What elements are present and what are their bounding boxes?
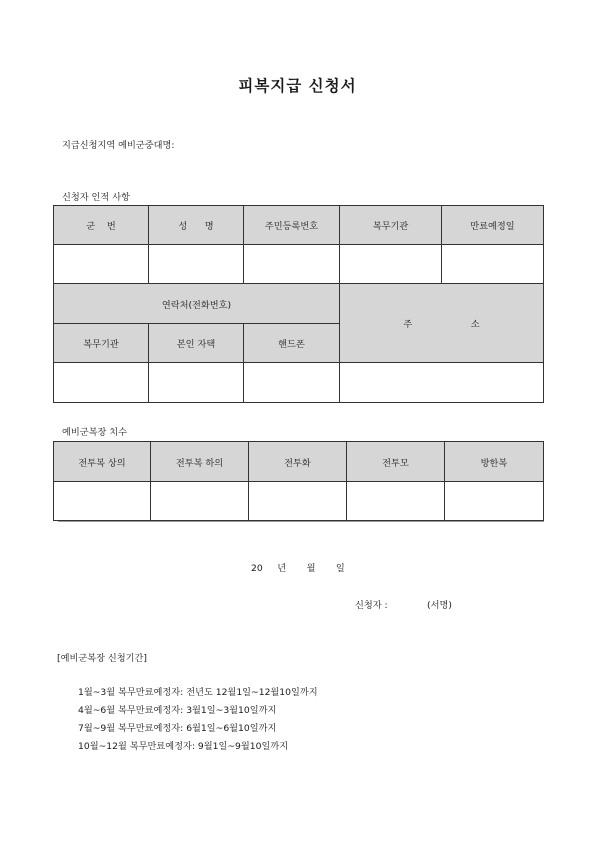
header-service-agency: 복무기관 [340, 206, 442, 245]
size-section-label: 예비군복장 치수 [62, 427, 128, 438]
period-line-q3: 7월~9월 복무만료예정자: 6월1일~6월10일까지 [78, 723, 277, 734]
header-combat-boots: 전투화 [249, 442, 347, 482]
header-combat-top: 전투복 상의 [54, 442, 151, 482]
header-contact: 연락처(전화번호) [54, 284, 340, 324]
address-field[interactable] [340, 363, 544, 403]
combat-boots-size-field[interactable] [249, 482, 347, 521]
winter-jacket-size-field[interactable] [445, 482, 544, 521]
header-contact-mobile: 핸드폰 [244, 324, 340, 363]
header-address: 주 소 [340, 284, 544, 363]
period-line-q2: 4월~6월 복무만료예정자: 3월1일~3월10일까지 [78, 705, 277, 716]
date-line: 20 년 월 일 [251, 563, 345, 574]
header-expiry-date: 만료예정일 [442, 206, 544, 245]
combat-bottom-size-field[interactable] [151, 482, 249, 521]
period-line-q4: 10월~12월 복무만료예정자: 9월1일~9월10일까지 [78, 741, 289, 752]
unit-name-label: 지급신청지역 예비군중대명: [62, 140, 175, 151]
contact-home-field[interactable] [149, 363, 244, 403]
page-title: 피복지급 신청서 [238, 77, 357, 95]
combat-top-size-field[interactable] [54, 482, 151, 521]
contact-agency-field[interactable] [54, 363, 149, 403]
name-field[interactable] [149, 245, 244, 284]
applicant-label: 신청자 : [355, 600, 388, 611]
header-name: 성 명 [149, 206, 244, 245]
expiry-date-field[interactable] [442, 245, 544, 284]
contact-mobile-field[interactable] [244, 363, 340, 403]
period-line-q1: 1월~3월 복무만료예정자: 전년도 12월1일~12월10일까지 [78, 687, 318, 698]
header-resident-number: 주민등록번호 [244, 206, 340, 245]
header-service-number: 군 번 [54, 206, 149, 245]
personal-section-label: 신청자 인적 사항 [62, 192, 130, 203]
service-number-field[interactable] [54, 245, 149, 284]
combat-cap-size-field[interactable] [347, 482, 445, 521]
signature-label: (서명) [427, 600, 452, 611]
size-table [53, 441, 544, 521]
header-combat-cap: 전투모 [347, 442, 445, 482]
header-contact-home: 본인 자택 [149, 324, 244, 363]
resident-number-field[interactable] [244, 245, 340, 284]
personal-info-table [53, 205, 544, 403]
service-agency-field[interactable] [340, 245, 442, 284]
table-underline [58, 521, 544, 522]
header-winter-jacket: 방한복 [445, 442, 544, 482]
header-combat-bottom: 전투복 하의 [151, 442, 249, 482]
period-section-label: [예비군복장 신청기간] [57, 653, 147, 664]
header-contact-agency: 복무기관 [54, 324, 149, 363]
